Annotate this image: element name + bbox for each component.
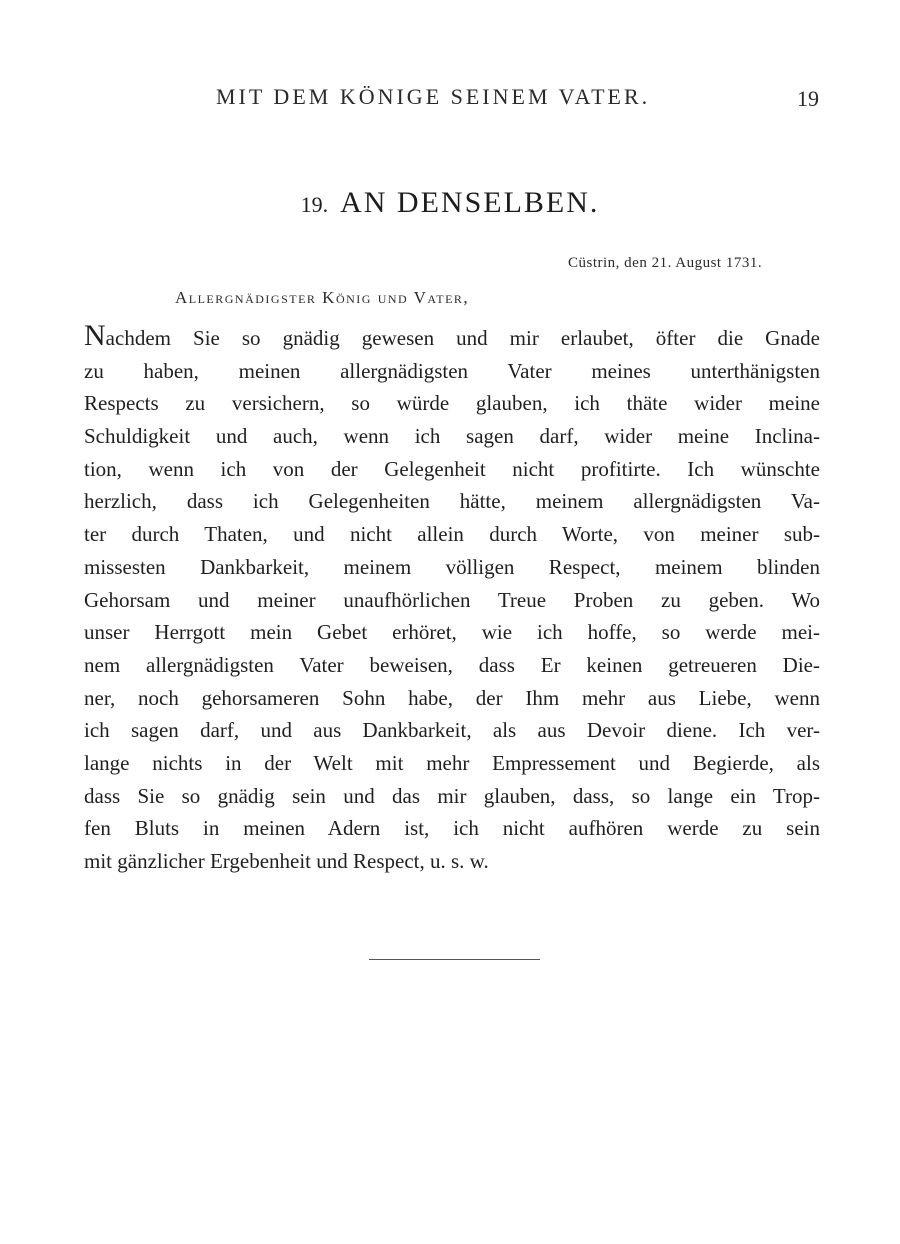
text-line: Nachdem Sie so gnädig gewesen und mir erlaubet, öfter die Gnade: [84, 322, 820, 355]
text-line: zu haben, meinen allergnädigsten Vater meines unterthänigsten: [84, 358, 820, 383]
salutation: Allergnädigster König und Vater,: [175, 288, 470, 307]
text-line: tion, wenn ich von der Gelegenheit nicht profitirte. Ich wünschte: [84, 456, 820, 481]
page-number: 19: [797, 86, 819, 111]
text-line: ich sagen darf, und aus Dankbarkeit, als aus Devoir diene. Ich ver-: [84, 718, 820, 743]
closing-rule: [369, 959, 540, 960]
text-line: mit gänzlicher Ergebenheit und Respect, u. s. w.: [84, 849, 489, 873]
text-line: herzlich, dass ich Gelegenheiten hätte, meinem allergnädigsten Va-: [84, 489, 820, 514]
text-line: Gehorsam und meiner unaufhörlichen Treue Proben zu geben. Wo: [84, 587, 820, 612]
letter-number: 19.: [300, 192, 329, 217]
text-line: unser Herrgott mein Gebet erhöret, wie ich hoffe, so werde mei-: [84, 620, 820, 645]
text-line: lange nichts in der Welt mit mehr Empressement und Begierde, als: [84, 750, 820, 775]
letter-title: [0, 186, 900, 220]
running-head: MIT DEM KÖNIGE SEINEM VATER.: [216, 84, 651, 109]
letter-body: [84, 322, 820, 878]
text-line: fen Bluts in meinen Adern ist, ich nicht aufhören werde zu sein: [84, 816, 820, 841]
text-line: dass Sie so gnädig sein und das mir glauben, dass, so lange ein Trop-: [84, 783, 820, 808]
text-line: Schuldigkeit und auch, wenn ich sagen darf, wider meine Inclina-: [84, 424, 820, 449]
text-line: Respects zu versichern, so würde glauben, ich thäte wider meine: [84, 391, 820, 416]
text-line: ter durch Thaten, und nicht allein durch Worte, von meiner sub-: [84, 522, 820, 547]
letter-heading: AN DENSELBEN.: [340, 186, 600, 219]
text-line: ner, noch gehorsameren Sohn habe, der Ihm mehr aus Liebe, wenn: [84, 685, 820, 710]
drop-cap: N: [84, 322, 106, 352]
dateline: Cüstrin, den 21. August 1731.: [568, 255, 763, 271]
text-line: missesten Dankbarkeit, meinem völligen Respect, meinem blinden: [84, 554, 820, 579]
text-line: nem allergnädigsten Vater beweisen, dass Er keinen getreueren Die-: [84, 652, 820, 677]
